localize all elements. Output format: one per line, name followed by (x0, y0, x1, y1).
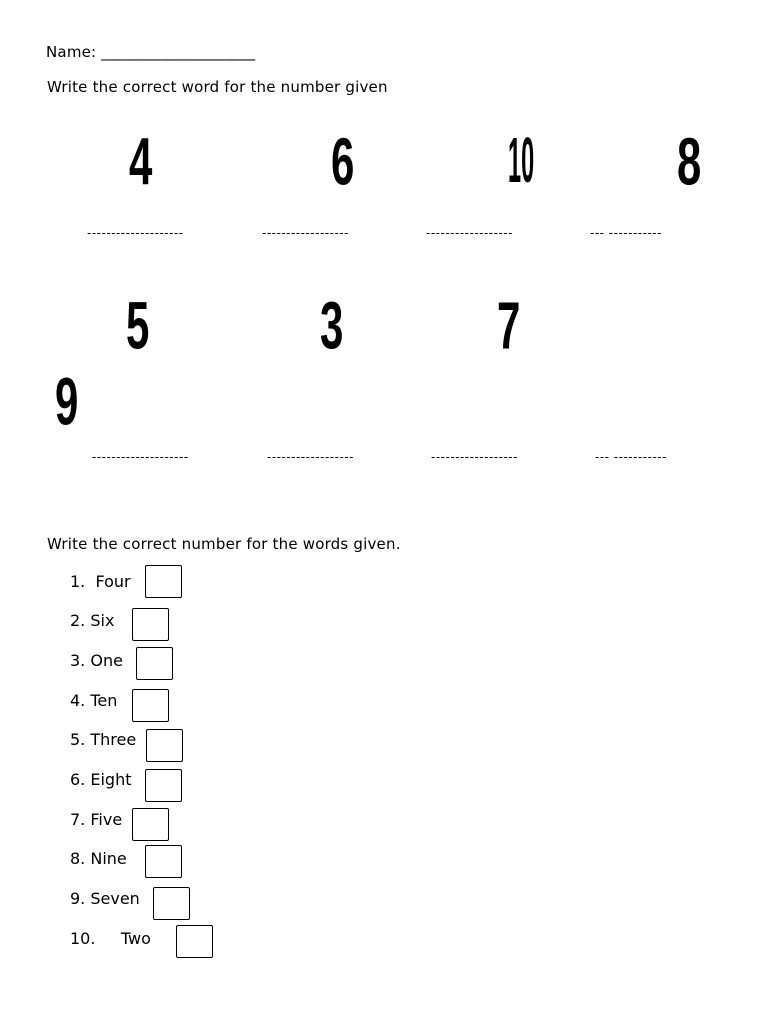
answer-blank[interactable]: --- ----------- (595, 450, 667, 464)
item-word: Eight (90, 770, 132, 789)
answer-box[interactable] (146, 729, 183, 762)
item-word: Ten (90, 691, 118, 710)
number-8: 8 (677, 123, 702, 199)
instruction-numbers: Write the correct number for the words given. (47, 535, 401, 553)
list-item (70, 611, 114, 630)
item-number: 4. (70, 691, 86, 710)
list-item (70, 889, 140, 908)
item-number: 5. (70, 730, 86, 749)
number-5: 5 (126, 287, 150, 363)
number-3: 3 (320, 287, 344, 363)
item-word: Nine (90, 849, 127, 868)
number-4: 4 (129, 123, 153, 199)
list-item (70, 770, 131, 789)
answer-box[interactable] (145, 769, 182, 802)
list-item (70, 691, 117, 710)
name-field-label: Name: ____________________ (46, 43, 256, 61)
item-word: Four (95, 572, 131, 591)
number-6: 6 (331, 123, 355, 199)
number-7: 7 (497, 287, 521, 363)
item-word: Five (90, 810, 123, 829)
answer-blank[interactable]: -------------------- (87, 226, 184, 240)
answer-box[interactable] (132, 808, 169, 841)
list-item (70, 572, 131, 591)
item-word: Two (120, 929, 151, 948)
item-number: 1. (70, 572, 86, 591)
answer-box[interactable] (132, 689, 169, 722)
list-item (70, 849, 127, 868)
answer-blank[interactable]: ------------------ (262, 226, 349, 240)
answer-box[interactable] (153, 887, 190, 920)
answer-box[interactable] (145, 845, 182, 878)
answer-box[interactable] (136, 647, 173, 680)
item-number: 6. (70, 770, 86, 789)
item-number: 8. (70, 849, 86, 868)
list-item (70, 810, 122, 829)
answer-box[interactable] (145, 565, 182, 598)
item-number: 7. (70, 810, 86, 829)
number-9: 9 (55, 363, 79, 439)
answer-blank[interactable]: ------------------ (426, 226, 513, 240)
answer-box[interactable] (132, 608, 169, 641)
answer-blank[interactable]: -------------------- (92, 450, 189, 464)
item-number: 9. (70, 889, 86, 908)
item-word: One (90, 651, 123, 670)
list-item (70, 730, 136, 749)
instruction-words: Write the correct word for the number given (47, 78, 388, 96)
answer-blank[interactable]: --- ----------- (590, 226, 662, 240)
item-number: 10. (70, 929, 96, 948)
answer-blank[interactable]: ------------------ (431, 450, 518, 464)
list-item (70, 651, 123, 670)
item-word: Three (90, 730, 137, 749)
answer-blank[interactable]: ------------------ (267, 450, 354, 464)
item-word: Six (90, 611, 115, 630)
item-number: 2. (70, 611, 86, 630)
item-number: 3. (70, 651, 86, 670)
number-10: 10 (508, 123, 535, 196)
list-item (70, 929, 151, 948)
item-word: Seven (90, 889, 140, 908)
answer-box[interactable] (176, 925, 213, 958)
